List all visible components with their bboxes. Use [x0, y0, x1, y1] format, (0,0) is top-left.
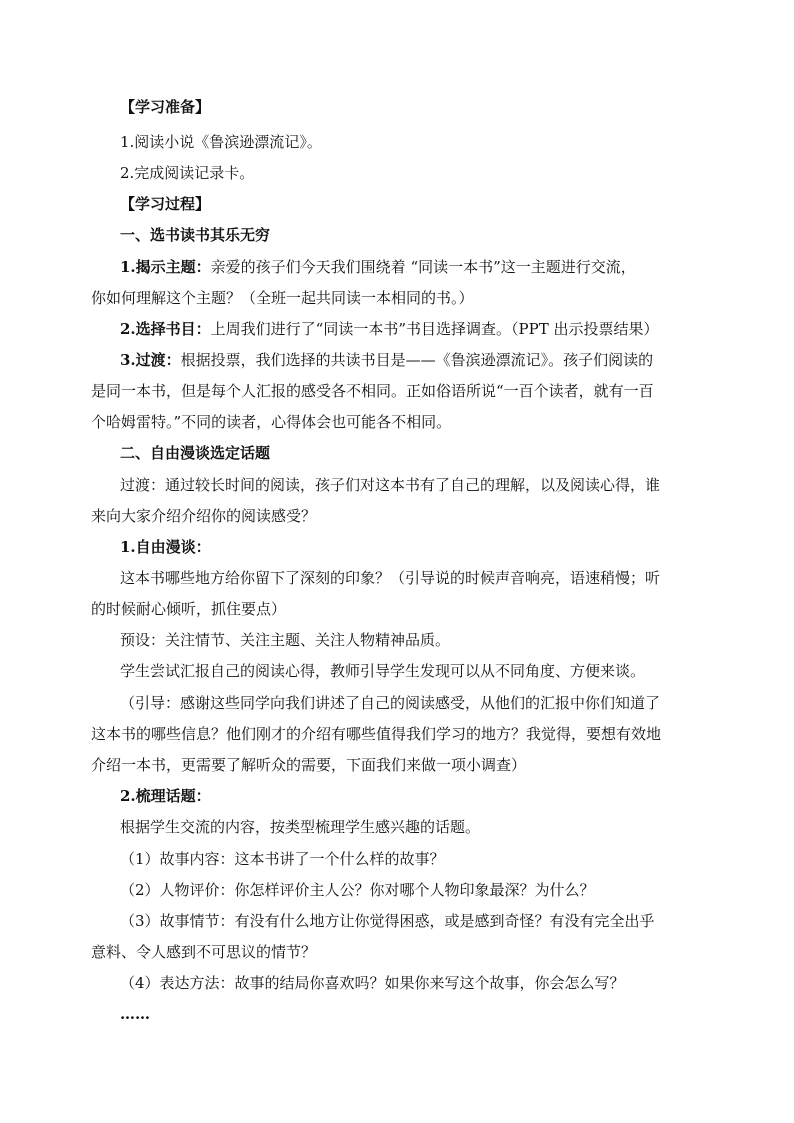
- p1-text: 亲爱的孩子们今天我们围绕着 “同读一本书”这一主题进行交流，: [210, 258, 636, 276]
- prep-item-1: 1.阅读小说《鲁滨逊漂流记》。: [120, 133, 322, 151]
- guide-line3: 介绍一本书，更需要了解听众的需要，下面我们来做一项小调查）: [91, 756, 527, 774]
- section1-p1-line2: 你如何理解这个主题？（全班一起共同读一本相同的书。）: [91, 289, 474, 307]
- section2-transition-line2: 来向大家介绍介绍你的阅读感受？: [91, 507, 317, 525]
- p2-text: 上周我们进行了“同读一本书”书目选择调查。（PPT 出示投票结果）: [210, 320, 659, 338]
- section1-p3-line3: 个哈姆雷特。”不同的读者，心得体会也可能各不相同。: [91, 413, 452, 431]
- student-line: 学生尝试汇报自己的阅读心得，教师引导学生发现可以从不同角度、方便来谈。: [120, 662, 646, 680]
- sub2-intro: 根据学生交流的内容，按类型梳理学生感兴趣的话题。: [120, 818, 481, 836]
- p1-label: 1.揭示主题：: [120, 258, 211, 276]
- guide-line2: 这本书的哪些信息？他们刚才的介绍有哪些值得我们学习的地方？我觉得，要想有效地: [91, 725, 662, 743]
- p2-label: 2.选择书目：: [120, 320, 211, 338]
- prep-heading: 【学习准备】: [120, 98, 211, 116]
- section1-p1-line1: [120, 255, 720, 279]
- sub1-line2: 的时候耐心倾听，抓住要点）: [91, 600, 287, 618]
- topic-4: （4）表达方法：故事的结局你喜欢吗？如果你来写这个故事，你会怎么写？: [120, 974, 625, 992]
- topic-2: （2）人物评价：你怎样评价主人公？你对哪个人物印象最深？为什么？: [120, 881, 595, 899]
- p3-label: 3.过渡：: [120, 351, 181, 369]
- ellipsis: ……: [120, 1005, 150, 1023]
- sub1-line1: 这本书哪些地方给你留下了深刻的印象？（引导说的时候声音响亮，语速稍慢；听: [120, 569, 661, 587]
- topic-1: （1）故事内容：这本书讲了一个什么样的故事？: [120, 850, 445, 868]
- process-heading: 【学习过程】: [120, 195, 211, 213]
- section1-p3-line2: 是同一本书，但是每个人汇报的感受各不相同。正如俗语所说“一百个读者，就有一百: [91, 382, 654, 400]
- topic-3-line2: 意料、令人感到不可思议的情节？: [91, 943, 317, 961]
- sub1-label: 1.自由漫谈：: [120, 538, 211, 556]
- sub2-label: 2.梳理话题：: [120, 787, 211, 805]
- section2-title: 二、自由漫谈选定话题: [120, 444, 271, 462]
- prep-item-2: 2.完成阅读记录卡。: [120, 164, 255, 182]
- topic-3-line1: （3）故事情节：有没有什么地方让你觉得困惑，或是感到奇怪？有没有完全出乎: [120, 912, 655, 930]
- section1-title: 一、选书读书其乐无穷: [120, 226, 271, 244]
- section1-p2-line1: [120, 317, 720, 341]
- section2-transition-line1: 过渡：通过较长时间的阅读，孩子们对这本书有了自己的理解，以及阅读心得，谁: [120, 476, 661, 494]
- p3-text: 根据投票，我们选择的共读书目是——《鲁滨逊漂流记》。孩子们阅读的: [180, 351, 654, 369]
- section1-p3-line1: [120, 348, 720, 372]
- preset-line: 预设：关注情节、关注主题、关注人物精神品质。: [120, 631, 451, 649]
- guide-line1: （引导：感谢这些同学向我们讲述了自己的阅读感受，从他们的汇报中你们知道了: [120, 694, 661, 712]
